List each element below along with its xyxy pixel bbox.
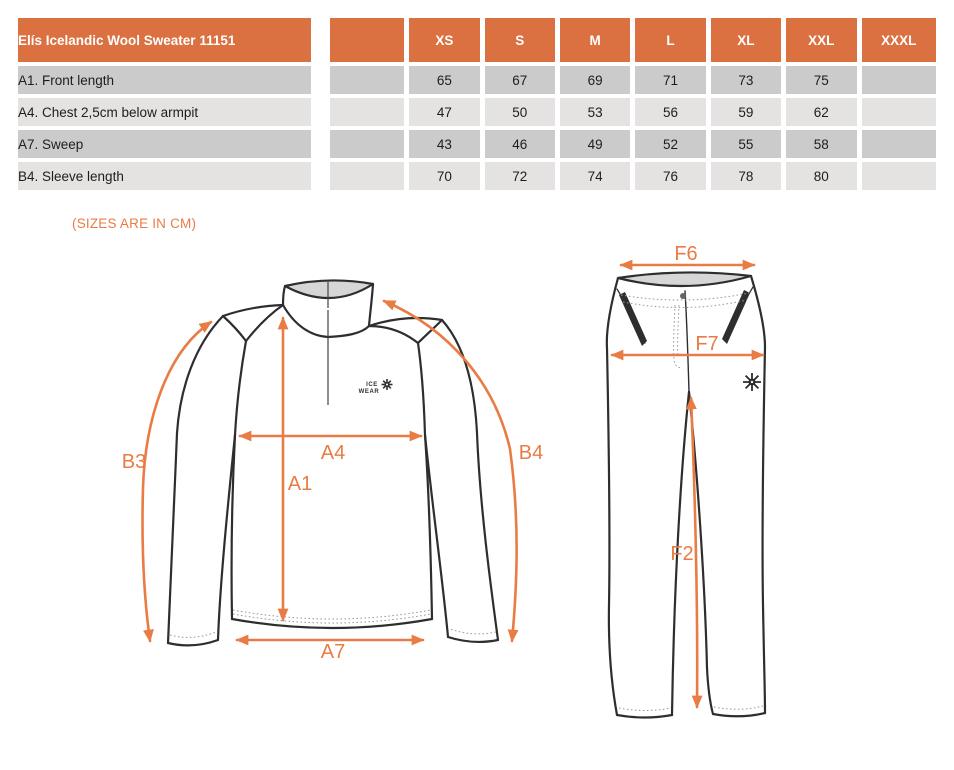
f7-label: F7 [695, 333, 719, 355]
logo-text-ice: ICE [366, 382, 378, 388]
table-cell: 75 [786, 66, 856, 94]
table-cell: 78 [711, 162, 781, 190]
table-cell: 55 [711, 130, 781, 158]
table-cell: 80 [786, 162, 856, 190]
logo-text-wear: WEAR [358, 389, 380, 395]
size-header-xxxl: XXXL [862, 18, 937, 62]
fly-stitch [674, 305, 682, 368]
measurement-diagrams [0, 231, 954, 746]
a4-label: A4 [320, 442, 346, 464]
table-cell: 43 [409, 130, 479, 158]
a1-label: A1 [287, 473, 313, 495]
table-cell: 58 [786, 130, 856, 158]
size-header-l: L [635, 18, 705, 62]
sizes-unit-note: (SIZES ARE IN CM) [72, 216, 197, 231]
table-cell: 53 [560, 98, 630, 126]
waist-button [680, 293, 686, 299]
table-cell: 70 [409, 162, 479, 190]
table-row [18, 130, 936, 158]
table-cell: 62 [786, 98, 856, 126]
table-cell: 49 [560, 130, 630, 158]
measure-label: A1. Front length [18, 66, 325, 94]
table-cell: 69 [560, 66, 630, 94]
collar-opening [285, 280, 373, 298]
table-row [18, 162, 936, 190]
table-cell: 67 [485, 66, 555, 94]
blank-header-cell [330, 18, 404, 62]
table-cell [330, 130, 404, 158]
sweater-diagram [95, 253, 570, 713]
table-cell [330, 66, 404, 94]
table-cell [862, 98, 937, 126]
size-chart-section [13, 14, 954, 231]
table-cell: 76 [635, 162, 705, 190]
table-cell [330, 98, 404, 126]
pants-diagram [595, 243, 790, 738]
f6-label: F6 [674, 243, 698, 265]
right-pocket-trim [722, 290, 750, 344]
f2-label: F2 [670, 543, 694, 565]
table-cell: 47 [409, 98, 479, 126]
table-cell: 71 [635, 66, 705, 94]
b3-label: B3 [121, 451, 147, 473]
product-title: Elís Icelandic Wool Sweater 11151 [18, 18, 325, 62]
logo-snowflake-icon [382, 379, 393, 390]
b4-label: B4 [518, 442, 544, 464]
measure-label: A7. Sweep [18, 130, 325, 158]
table-cell: 46 [485, 130, 555, 158]
measure-label: B4. Sleeve length [18, 162, 325, 190]
table-cell: 52 [635, 130, 705, 158]
table-row [18, 98, 936, 126]
size-header-s: S [485, 18, 555, 62]
size-header-xs: XS [409, 18, 479, 62]
table-cell [862, 162, 937, 190]
measure-label: A4. Chest 2,5cm below armpit [18, 98, 325, 126]
pants-outline [607, 272, 765, 717]
b3-measure-arrow [142, 322, 211, 641]
size-chart-header-row [18, 18, 936, 62]
size-header-xl: XL [711, 18, 781, 62]
b4-measure-arrow [384, 301, 517, 641]
left-pocket-trim [619, 292, 647, 346]
pants-snowflake-icon [743, 373, 761, 391]
a7-label: A7 [320, 641, 346, 663]
table-cell: 73 [711, 66, 781, 94]
table-cell: 50 [485, 98, 555, 126]
size-header-xxl: XXL [786, 18, 856, 62]
table-cell [330, 162, 404, 190]
table-cell [862, 130, 937, 158]
table-cell: 74 [560, 162, 630, 190]
table-cell: 59 [711, 98, 781, 126]
size-header-m: M [560, 18, 630, 62]
table-cell: 56 [635, 98, 705, 126]
icewear-logo [359, 379, 393, 395]
table-row [18, 66, 936, 94]
size-chart-table [13, 14, 941, 194]
table-cell: 72 [485, 162, 555, 190]
table-cell: 65 [409, 66, 479, 94]
waist-opening [618, 272, 751, 286]
table-cell [862, 66, 937, 94]
